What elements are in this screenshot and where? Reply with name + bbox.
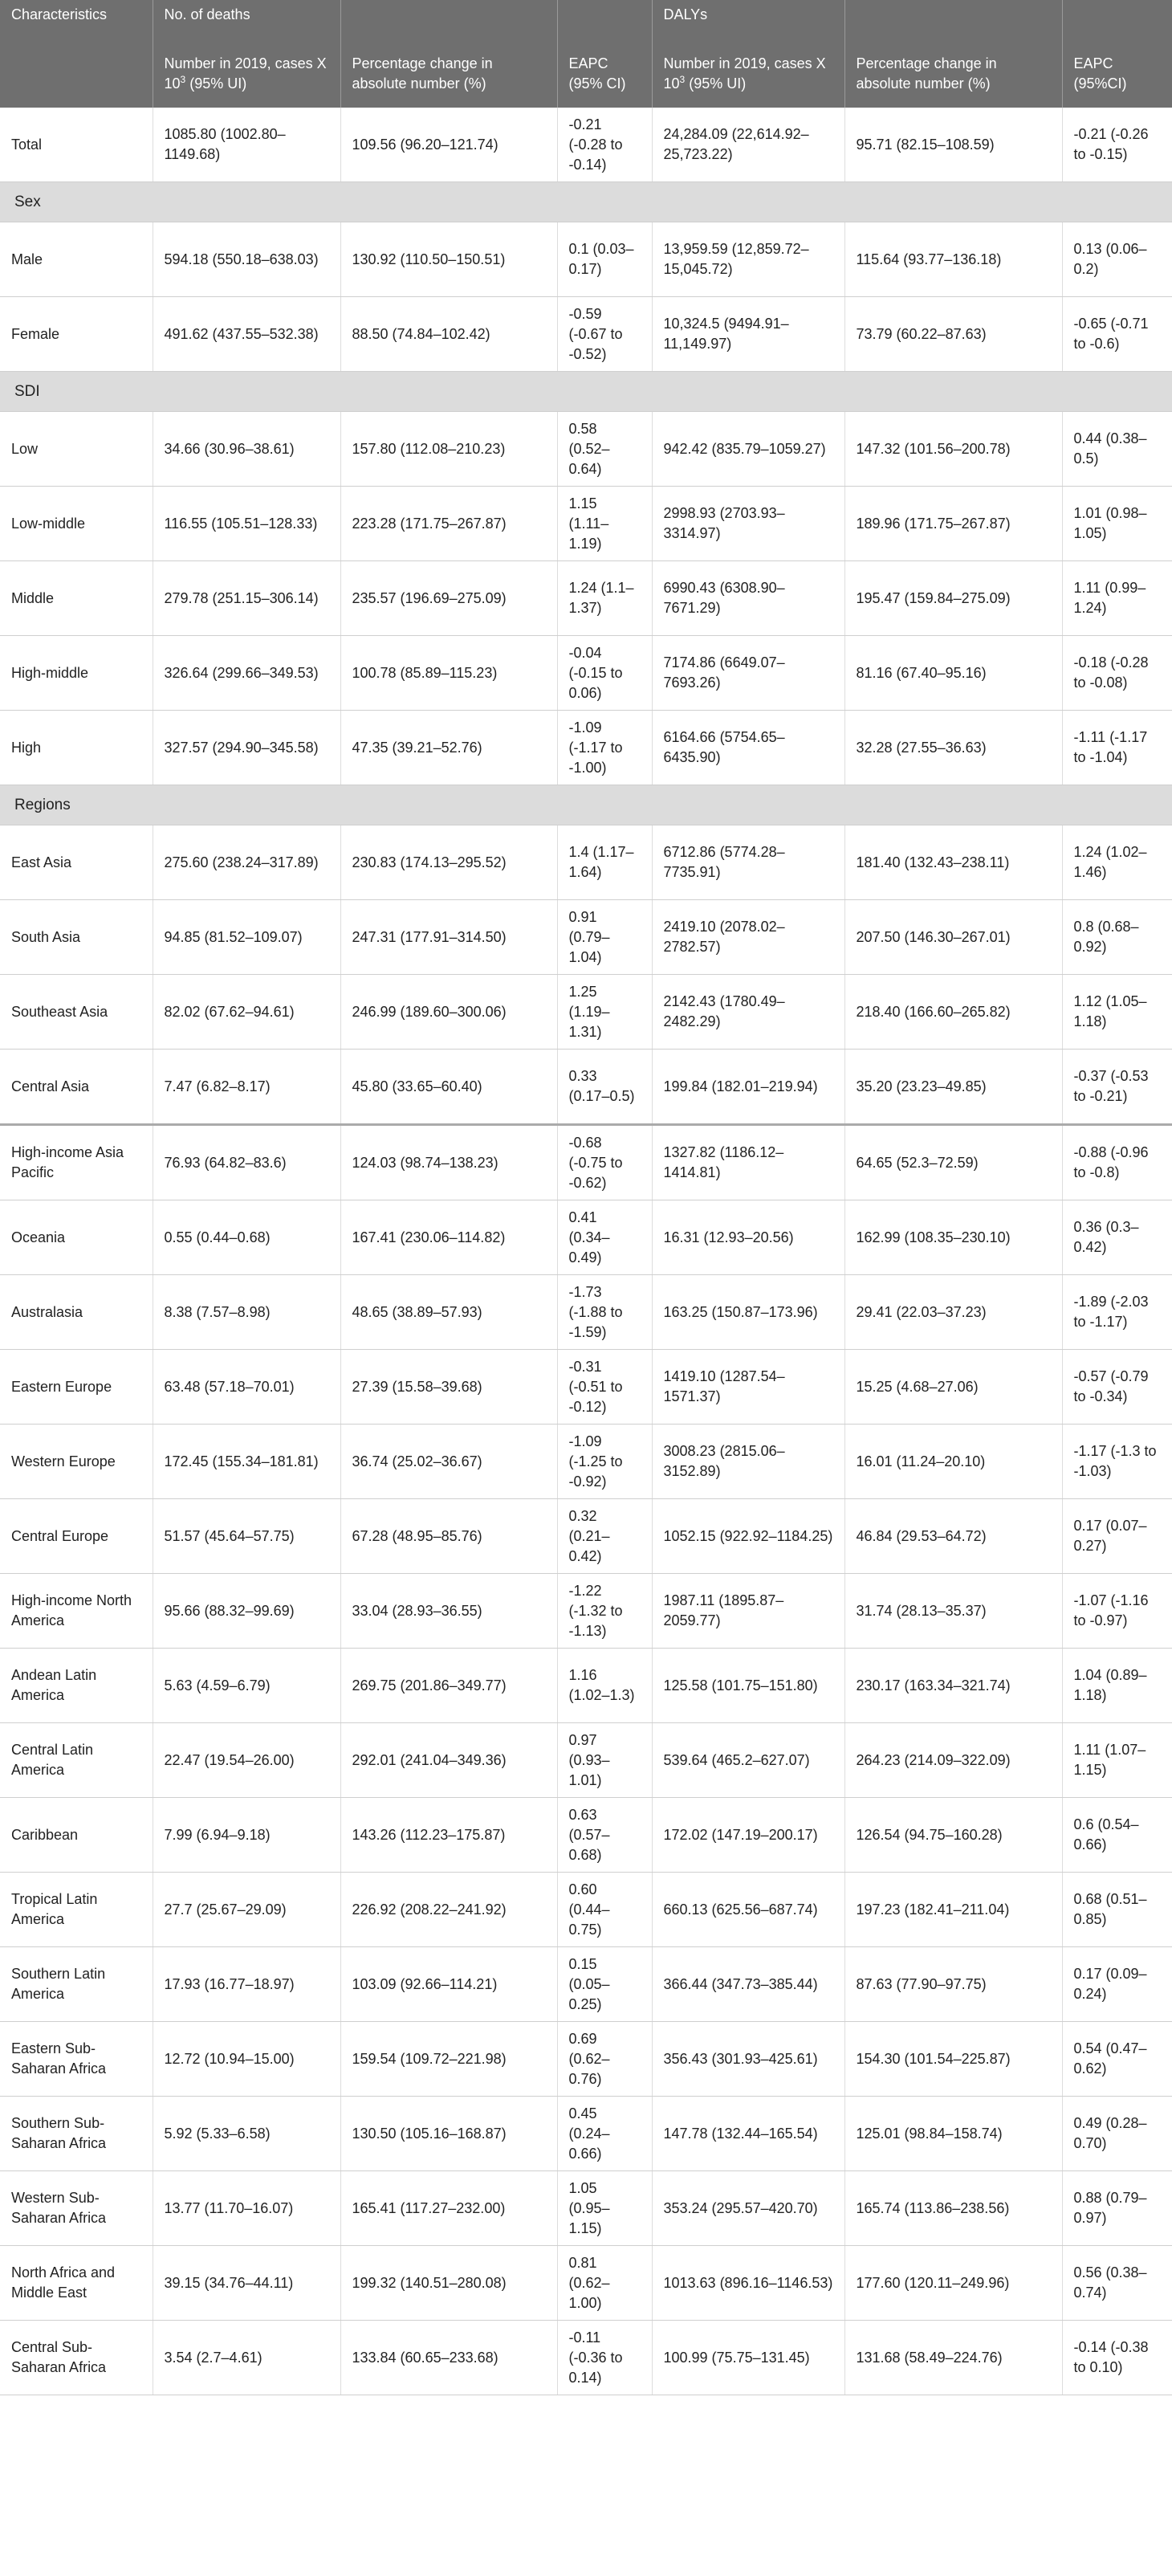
cell-dalys-number: 942.42 (835.79–1059.27)	[652, 412, 844, 487]
cell-dalys-number: 366.44 (347.73–385.44)	[652, 1947, 844, 2022]
section-label: Regions	[0, 785, 1172, 825]
cell-deaths-eapc: -1.09 (-1.17 to -1.00)	[557, 711, 652, 785]
cell-deaths-pct-change: 88.50 (74.84–102.42)	[340, 297, 557, 372]
cell-dalys-pct-change: 197.23 (182.41–211.04)	[844, 1873, 1062, 1947]
cell-dalys-number: 660.13 (625.56–687.74)	[652, 1873, 844, 1947]
cell-dalys-pct-change: 147.32 (101.56–200.78)	[844, 412, 1062, 487]
section-row	[0, 182, 1172, 222]
cell-dalys-number: 2419.10 (2078.02–2782.57)	[652, 900, 844, 975]
table-row	[0, 636, 1172, 711]
table-row	[0, 1275, 1172, 1350]
cell-deaths-pct-change: 36.74 (25.02–36.67)	[340, 1425, 557, 1499]
cell-deaths-number: 491.62 (437.55–532.38)	[153, 297, 340, 372]
cell-characteristic: East Asia	[0, 825, 153, 900]
cell-deaths-eapc: -0.21 (-0.28 to -0.14)	[557, 108, 652, 182]
cell-dalys-number: 6712.86 (5774.28–7735.91)	[652, 825, 844, 900]
cell-deaths-number: 5.92 (5.33–6.58)	[153, 2097, 340, 2171]
cell-deaths-pct-change: 167.41 (230.06–114.82)	[340, 1200, 557, 1275]
cell-deaths-pct-change: 165.41 (117.27–232.00)	[340, 2171, 557, 2246]
cell-dalys-eapc: -0.18 (-0.28 to -0.08)	[1062, 636, 1172, 711]
cell-dalys-pct-change: 35.20 (23.23–49.85)	[844, 1050, 1062, 1125]
cell-characteristic: High-income North America	[0, 1574, 153, 1649]
cell-dalys-pct-change: 189.96 (171.75–267.87)	[844, 487, 1062, 561]
cell-deaths-eapc: 0.1 (0.03–0.17)	[557, 222, 652, 297]
header-deaths-number	[153, 46, 340, 108]
table-row	[0, 1350, 1172, 1425]
cell-dalys-eapc: -0.65 (-0.71 to -0.6)	[1062, 297, 1172, 372]
header-dalys-spacer-2	[1062, 0, 1172, 46]
table-row	[0, 1125, 1172, 1200]
cell-dalys-pct-change: 87.63 (77.90–97.75)	[844, 1947, 1062, 2022]
cell-dalys-pct-change: 125.01 (98.84–158.74)	[844, 2097, 1062, 2171]
cell-characteristic: Total	[0, 108, 153, 182]
cell-deaths-number: 327.57 (294.90–345.58)	[153, 711, 340, 785]
cell-deaths-number: 279.78 (251.15–306.14)	[153, 561, 340, 636]
cell-dalys-eapc: -1.17 (-1.3 to -1.03)	[1062, 1425, 1172, 1499]
table-row	[0, 711, 1172, 785]
table-row	[0, 1649, 1172, 1723]
cell-deaths-eapc: 1.25 (1.19–1.31)	[557, 975, 652, 1050]
cell-dalys-number: 353.24 (295.57–420.70)	[652, 2171, 844, 2246]
cell-characteristic: South Asia	[0, 900, 153, 975]
cell-deaths-eapc: 0.91 (0.79–1.04)	[557, 900, 652, 975]
cell-dalys-number: 100.99 (75.75–131.45)	[652, 2321, 844, 2395]
header-row-sub	[0, 46, 1172, 108]
cell-deaths-eapc: -0.68 (-0.75 to -0.62)	[557, 1125, 652, 1200]
cell-dalys-eapc: 0.49 (0.28–0.70)	[1062, 2097, 1172, 2171]
cell-dalys-eapc: 0.6 (0.54–0.66)	[1062, 1798, 1172, 1873]
header-dalys-spacer-1	[844, 0, 1062, 46]
cell-deaths-eapc: 0.97 (0.93–1.01)	[557, 1723, 652, 1798]
cell-dalys-number: 6990.43 (6308.90–7671.29)	[652, 561, 844, 636]
section-label: SDI	[0, 372, 1172, 412]
header-dalys-group: DALYs	[652, 0, 844, 46]
header-dalys-eapc: EAPC (95%CI)	[1062, 46, 1172, 108]
cell-dalys-pct-change: 230.17 (163.34–321.74)	[844, 1649, 1062, 1723]
cell-deaths-number: 27.7 (25.67–29.09)	[153, 1873, 340, 1947]
cell-deaths-pct-change: 223.28 (171.75–267.87)	[340, 487, 557, 561]
cell-deaths-pct-change: 292.01 (241.04–349.36)	[340, 1723, 557, 1798]
cell-deaths-number: 275.60 (238.24–317.89)	[153, 825, 340, 900]
cell-dalys-pct-change: 64.65 (52.3–72.59)	[844, 1125, 1062, 1200]
cell-dalys-eapc: 1.04 (0.89–1.18)	[1062, 1649, 1172, 1723]
cell-deaths-pct-change: 100.78 (85.89–115.23)	[340, 636, 557, 711]
table-header	[0, 0, 1172, 108]
table-row	[0, 1723, 1172, 1798]
table-row	[0, 975, 1172, 1050]
cell-deaths-number: 95.66 (88.32–99.69)	[153, 1574, 340, 1649]
cell-dalys-pct-change: 29.41 (22.03–37.23)	[844, 1275, 1062, 1350]
cell-dalys-pct-change: 218.40 (166.60–265.82)	[844, 975, 1062, 1050]
cell-dalys-number: 1052.15 (922.92–1184.25)	[652, 1499, 844, 1574]
cell-deaths-number: 0.55 (0.44–0.68)	[153, 1200, 340, 1275]
cell-dalys-eapc: 0.68 (0.51–0.85)	[1062, 1873, 1172, 1947]
cell-characteristic: Caribbean	[0, 1798, 153, 1873]
table-row	[0, 2171, 1172, 2246]
cell-deaths-eapc: -0.04 (-0.15 to 0.06)	[557, 636, 652, 711]
cell-deaths-pct-change: 159.54 (109.72–221.98)	[340, 2022, 557, 2097]
cell-dalys-eapc: -0.37 (-0.53 to -0.21)	[1062, 1050, 1172, 1125]
cell-dalys-pct-change: 162.99 (108.35–230.10)	[844, 1200, 1062, 1275]
cell-dalys-number: 2142.43 (1780.49–2482.29)	[652, 975, 844, 1050]
cell-characteristic: Eastern Sub-Saharan Africa	[0, 2022, 153, 2097]
cell-dalys-pct-change: 31.74 (28.13–35.37)	[844, 1574, 1062, 1649]
cell-deaths-number: 94.85 (81.52–109.07)	[153, 900, 340, 975]
cell-dalys-eapc: 0.17 (0.09–0.24)	[1062, 1947, 1172, 2022]
cell-deaths-number: 39.15 (34.76–44.11)	[153, 2246, 340, 2321]
cell-deaths-eapc: 1.05 (0.95–1.15)	[557, 2171, 652, 2246]
cell-deaths-number: 172.45 (155.34–181.81)	[153, 1425, 340, 1499]
cell-dalys-eapc: -1.89 (-2.03 to -1.17)	[1062, 1275, 1172, 1350]
header-row-top	[0, 0, 1172, 46]
cell-dalys-pct-change: 195.47 (159.84–275.09)	[844, 561, 1062, 636]
cell-deaths-eapc: 0.33 (0.17–0.5)	[557, 1050, 652, 1125]
cell-deaths-number: 22.47 (19.54–26.00)	[153, 1723, 340, 1798]
table-row	[0, 1050, 1172, 1125]
cell-dalys-pct-change: 81.16 (67.40–95.16)	[844, 636, 1062, 711]
cell-characteristic: Western Sub-Saharan Africa	[0, 2171, 153, 2246]
cell-dalys-eapc: -1.11 (-1.17 to -1.04)	[1062, 711, 1172, 785]
cell-dalys-number: 1419.10 (1287.54–1571.37)	[652, 1350, 844, 1425]
cell-dalys-eapc: 1.01 (0.98–1.05)	[1062, 487, 1172, 561]
cell-deaths-number: 7.99 (6.94–9.18)	[153, 1798, 340, 1873]
cell-dalys-eapc: -1.07 (-1.16 to -0.97)	[1062, 1574, 1172, 1649]
cell-deaths-eapc: 0.45 (0.24–0.66)	[557, 2097, 652, 2171]
cell-dalys-eapc: 0.54 (0.47–0.62)	[1062, 2022, 1172, 2097]
cell-deaths-pct-change: 109.56 (96.20–121.74)	[340, 108, 557, 182]
cell-deaths-eapc: 0.58 (0.52–0.64)	[557, 412, 652, 487]
cell-dalys-eapc: 0.17 (0.07–0.27)	[1062, 1499, 1172, 1574]
table-body	[0, 108, 1172, 2395]
cell-deaths-number: 5.63 (4.59–6.79)	[153, 1649, 340, 1723]
cell-dalys-pct-change: 131.68 (58.49–224.76)	[844, 2321, 1062, 2395]
table-row	[0, 1574, 1172, 1649]
cell-deaths-pct-change: 103.09 (92.66–114.21)	[340, 1947, 557, 2022]
cell-characteristic: High-income Asia Pacific	[0, 1125, 153, 1200]
cell-dalys-pct-change: 207.50 (146.30–267.01)	[844, 900, 1062, 975]
cell-dalys-pct-change: 95.71 (82.15–108.59)	[844, 108, 1062, 182]
cell-dalys-number: 24,284.09 (22,614.92–25,723.22)	[652, 108, 844, 182]
table-row	[0, 108, 1172, 182]
cell-deaths-pct-change: 124.03 (98.74–138.23)	[340, 1125, 557, 1200]
cell-deaths-eapc: 0.60 (0.44–0.75)	[557, 1873, 652, 1947]
cell-deaths-eapc: 1.24 (1.1–1.37)	[557, 561, 652, 636]
cell-deaths-eapc: 0.32 (0.21–0.42)	[557, 1499, 652, 1574]
table-row	[0, 2097, 1172, 2171]
cell-deaths-number: 7.47 (6.82–8.17)	[153, 1050, 340, 1125]
cell-dalys-pct-change: 154.30 (101.54–225.87)	[844, 2022, 1062, 2097]
cell-dalys-pct-change: 165.74 (113.86–238.56)	[844, 2171, 1062, 2246]
cell-deaths-number: 17.93 (16.77–18.97)	[153, 1947, 340, 2022]
cell-deaths-pct-change: 269.75 (201.86–349.77)	[340, 1649, 557, 1723]
table-row	[0, 1798, 1172, 1873]
cell-dalys-pct-change: 32.28 (27.55–36.63)	[844, 711, 1062, 785]
cell-characteristic: High-middle	[0, 636, 153, 711]
cell-deaths-eapc: -0.59 (-0.67 to -0.52)	[557, 297, 652, 372]
cell-dalys-eapc: 0.13 (0.06–0.2)	[1062, 222, 1172, 297]
cell-deaths-eapc: 0.69 (0.62–0.76)	[557, 2022, 652, 2097]
cell-dalys-number: 125.58 (101.75–151.80)	[652, 1649, 844, 1723]
cell-deaths-eapc: 0.63 (0.57–0.68)	[557, 1798, 652, 1873]
cell-deaths-pct-change: 130.92 (110.50–150.51)	[340, 222, 557, 297]
cell-deaths-number: 8.38 (7.57–8.98)	[153, 1275, 340, 1350]
cell-deaths-number: 326.64 (299.66–349.53)	[153, 636, 340, 711]
cell-deaths-number: 13.77 (11.70–16.07)	[153, 2171, 340, 2246]
cell-deaths-number: 3.54 (2.7–4.61)	[153, 2321, 340, 2395]
header-deaths-pct-change: Percentage change in absolute number (%)	[340, 46, 557, 108]
cell-deaths-pct-change: 157.80 (112.08–210.23)	[340, 412, 557, 487]
table-row	[0, 1947, 1172, 2022]
cell-dalys-number: 1013.63 (896.16–1146.53)	[652, 2246, 844, 2321]
cell-deaths-number: 76.93 (64.82–83.6)	[153, 1125, 340, 1200]
cell-characteristic: Central Asia	[0, 1050, 153, 1125]
header-number-prefix: Number in 2019, cases X 10	[164, 55, 327, 92]
cell-dalys-pct-change: 264.23 (214.09–322.09)	[844, 1723, 1062, 1798]
cell-dalys-eapc: -0.14 (-0.38 to 0.10)	[1062, 2321, 1172, 2395]
cell-characteristic: Oceania	[0, 1200, 153, 1275]
cell-dalys-number: 147.78 (132.44–165.54)	[652, 2097, 844, 2171]
cell-dalys-number: 199.84 (182.01–219.94)	[652, 1050, 844, 1125]
header-number-sup: 3	[679, 74, 686, 85]
cell-dalys-number: 10,324.5 (9494.91–11,149.97)	[652, 297, 844, 372]
table-row	[0, 412, 1172, 487]
cell-deaths-eapc: 1.16 (1.02–1.3)	[557, 1649, 652, 1723]
cell-dalys-eapc: 0.8 (0.68–0.92)	[1062, 900, 1172, 975]
cell-deaths-pct-change: 27.39 (15.58–39.68)	[340, 1350, 557, 1425]
table-row	[0, 297, 1172, 372]
cell-deaths-eapc: 0.81 (0.62–1.00)	[557, 2246, 652, 2321]
cell-deaths-eapc: 1.4 (1.17–1.64)	[557, 825, 652, 900]
cell-dalys-eapc: 1.24 (1.02–1.46)	[1062, 825, 1172, 900]
cell-deaths-pct-change: 33.04 (28.93–36.55)	[340, 1574, 557, 1649]
header-characteristics: Characteristics	[0, 0, 153, 108]
table-row	[0, 1499, 1172, 1574]
cell-deaths-pct-change: 47.35 (39.21–52.76)	[340, 711, 557, 785]
cell-deaths-eapc: 0.15 (0.05–0.25)	[557, 1947, 652, 2022]
cell-dalys-eapc: -0.57 (-0.79 to -0.34)	[1062, 1350, 1172, 1425]
cell-dalys-pct-change: 46.84 (29.53–64.72)	[844, 1499, 1062, 1574]
cell-dalys-number: 2998.93 (2703.93–3314.97)	[652, 487, 844, 561]
cell-characteristic: Western Europe	[0, 1425, 153, 1499]
cell-deaths-number: 1085.80 (1002.80–1149.68)	[153, 108, 340, 182]
cell-dalys-pct-change: 177.60 (120.11–249.96)	[844, 2246, 1062, 2321]
cell-deaths-eapc: -1.22 (-1.32 to -1.13)	[557, 1574, 652, 1649]
cell-deaths-number: 51.57 (45.64–57.75)	[153, 1499, 340, 1574]
cell-deaths-pct-change: 143.26 (112.23–175.87)	[340, 1798, 557, 1873]
table-row	[0, 1873, 1172, 1947]
cell-deaths-eapc: -1.09 (-1.25 to -0.92)	[557, 1425, 652, 1499]
cell-deaths-number: 12.72 (10.94–15.00)	[153, 2022, 340, 2097]
table-row	[0, 1200, 1172, 1275]
table-row	[0, 2321, 1172, 2395]
cell-characteristic: Male	[0, 222, 153, 297]
section-row	[0, 785, 1172, 825]
cell-characteristic: Southern Latin America	[0, 1947, 153, 2022]
cell-deaths-number: 82.02 (67.62–94.61)	[153, 975, 340, 1050]
table-row	[0, 1425, 1172, 1499]
cell-characteristic: Central Sub-Saharan Africa	[0, 2321, 153, 2395]
header-deaths-eapc: EAPC (95% CI)	[557, 46, 652, 108]
cell-dalys-number: 3008.23 (2815.06–3152.89)	[652, 1425, 844, 1499]
table-row	[0, 487, 1172, 561]
cell-characteristic: Eastern Europe	[0, 1350, 153, 1425]
table-row	[0, 900, 1172, 975]
header-dalys-number	[652, 46, 844, 108]
cell-characteristic: Tropical Latin America	[0, 1873, 153, 1947]
cell-dalys-pct-change: 126.54 (94.75–160.28)	[844, 1798, 1062, 1873]
cell-deaths-eapc: 0.41 (0.34–0.49)	[557, 1200, 652, 1275]
header-number-suffix: (95% UI)	[685, 75, 747, 92]
table-row	[0, 561, 1172, 636]
header-number-prefix: Number in 2019, cases X 10	[663, 55, 826, 92]
cell-dalys-eapc: 1.11 (0.99–1.24)	[1062, 561, 1172, 636]
header-deaths-spacer-2	[557, 0, 652, 46]
cell-dalys-number: 172.02 (147.19–200.17)	[652, 1798, 844, 1873]
cell-dalys-pct-change: 181.40 (132.43–238.11)	[844, 825, 1062, 900]
table-row	[0, 825, 1172, 900]
cell-deaths-number: 63.48 (57.18–70.01)	[153, 1350, 340, 1425]
cell-dalys-number: 7174.86 (6649.07–7693.26)	[652, 636, 844, 711]
cell-dalys-pct-change: 115.64 (93.77–136.18)	[844, 222, 1062, 297]
cell-characteristic: Central Europe	[0, 1499, 153, 1574]
header-dalys-pct-change: Percentage change in absolute number (%)	[844, 46, 1062, 108]
cell-dalys-pct-change: 16.01 (11.24–20.10)	[844, 1425, 1062, 1499]
cell-dalys-eapc: 1.12 (1.05–1.18)	[1062, 975, 1172, 1050]
cell-characteristic: Southern Sub-Saharan Africa	[0, 2097, 153, 2171]
cell-characteristic: Low	[0, 412, 153, 487]
table-row	[0, 2022, 1172, 2097]
cell-deaths-pct-change: 67.28 (48.95–85.76)	[340, 1499, 557, 1574]
cell-dalys-number: 1327.82 (1186.12–1414.81)	[652, 1125, 844, 1200]
cell-deaths-number: 116.55 (105.51–128.33)	[153, 487, 340, 561]
cell-deaths-eapc: 1.15 (1.11–1.19)	[557, 487, 652, 561]
header-number-suffix: (95% UI)	[185, 75, 247, 92]
table-row	[0, 222, 1172, 297]
cell-dalys-number: 16.31 (12.93–20.56)	[652, 1200, 844, 1275]
cell-deaths-pct-change: 130.50 (105.16–168.87)	[340, 2097, 557, 2171]
cell-deaths-number: 594.18 (550.18–638.03)	[153, 222, 340, 297]
cell-characteristic: Female	[0, 297, 153, 372]
cell-deaths-pct-change: 247.31 (177.91–314.50)	[340, 900, 557, 975]
cell-deaths-pct-change: 235.57 (196.69–275.09)	[340, 561, 557, 636]
section-label: Sex	[0, 182, 1172, 222]
cell-deaths-pct-change: 45.80 (33.65–60.40)	[340, 1050, 557, 1125]
cell-deaths-pct-change: 246.99 (189.60–300.06)	[340, 975, 557, 1050]
cell-dalys-pct-change: 15.25 (4.68–27.06)	[844, 1350, 1062, 1425]
section-row	[0, 372, 1172, 412]
table-row	[0, 2246, 1172, 2321]
cell-dalys-eapc: 0.44 (0.38–0.5)	[1062, 412, 1172, 487]
cell-characteristic: Andean Latin America	[0, 1649, 153, 1723]
cell-characteristic: Southeast Asia	[0, 975, 153, 1050]
cell-deaths-pct-change: 226.92 (208.22–241.92)	[340, 1873, 557, 1947]
cell-deaths-pct-change: 199.32 (140.51–280.08)	[340, 2246, 557, 2321]
cell-dalys-number: 356.43 (301.93–425.61)	[652, 2022, 844, 2097]
cell-characteristic: High	[0, 711, 153, 785]
cell-deaths-pct-change: 133.84 (60.65–233.68)	[340, 2321, 557, 2395]
cell-characteristic: Middle	[0, 561, 153, 636]
cell-deaths-pct-change: 230.83 (174.13–295.52)	[340, 825, 557, 900]
cell-dalys-number: 539.64 (465.2–627.07)	[652, 1723, 844, 1798]
cell-dalys-number: 13,959.59 (12,859.72–15,045.72)	[652, 222, 844, 297]
cell-characteristic: Australasia	[0, 1275, 153, 1350]
cell-characteristic: Low-middle	[0, 487, 153, 561]
cell-dalys-number: 1987.11 (1895.87–2059.77)	[652, 1574, 844, 1649]
cell-deaths-eapc: -0.11 (-0.36 to 0.14)	[557, 2321, 652, 2395]
cell-deaths-eapc: -1.73 (-1.88 to -1.59)	[557, 1275, 652, 1350]
cell-dalys-eapc: 0.56 (0.38–0.74)	[1062, 2246, 1172, 2321]
cell-dalys-pct-change: 73.79 (60.22–87.63)	[844, 297, 1062, 372]
cell-characteristic: North Africa and Middle East	[0, 2246, 153, 2321]
cell-dalys-eapc: 1.11 (1.07–1.15)	[1062, 1723, 1172, 1798]
header-deaths-spacer-1	[340, 0, 557, 46]
cell-dalys-eapc: -0.21 (-0.26 to -0.15)	[1062, 108, 1172, 182]
cell-dalys-eapc: 0.88 (0.79–0.97)	[1062, 2171, 1172, 2246]
cell-deaths-eapc: -0.31 (-0.51 to -0.12)	[557, 1350, 652, 1425]
cell-dalys-eapc: -0.88 (-0.96 to -0.8)	[1062, 1125, 1172, 1200]
header-number-sup: 3	[180, 74, 186, 85]
cell-dalys-number: 163.25 (150.87–173.96)	[652, 1275, 844, 1350]
cell-characteristic: Central Latin America	[0, 1723, 153, 1798]
cell-deaths-number: 34.66 (30.96–38.61)	[153, 412, 340, 487]
cell-dalys-eapc: 0.36 (0.3–0.42)	[1062, 1200, 1172, 1275]
header-deaths-group: No. of deaths	[153, 0, 340, 46]
cell-deaths-pct-change: 48.65 (38.89–57.93)	[340, 1275, 557, 1350]
cell-dalys-number: 6164.66 (5754.65–6435.90)	[652, 711, 844, 785]
